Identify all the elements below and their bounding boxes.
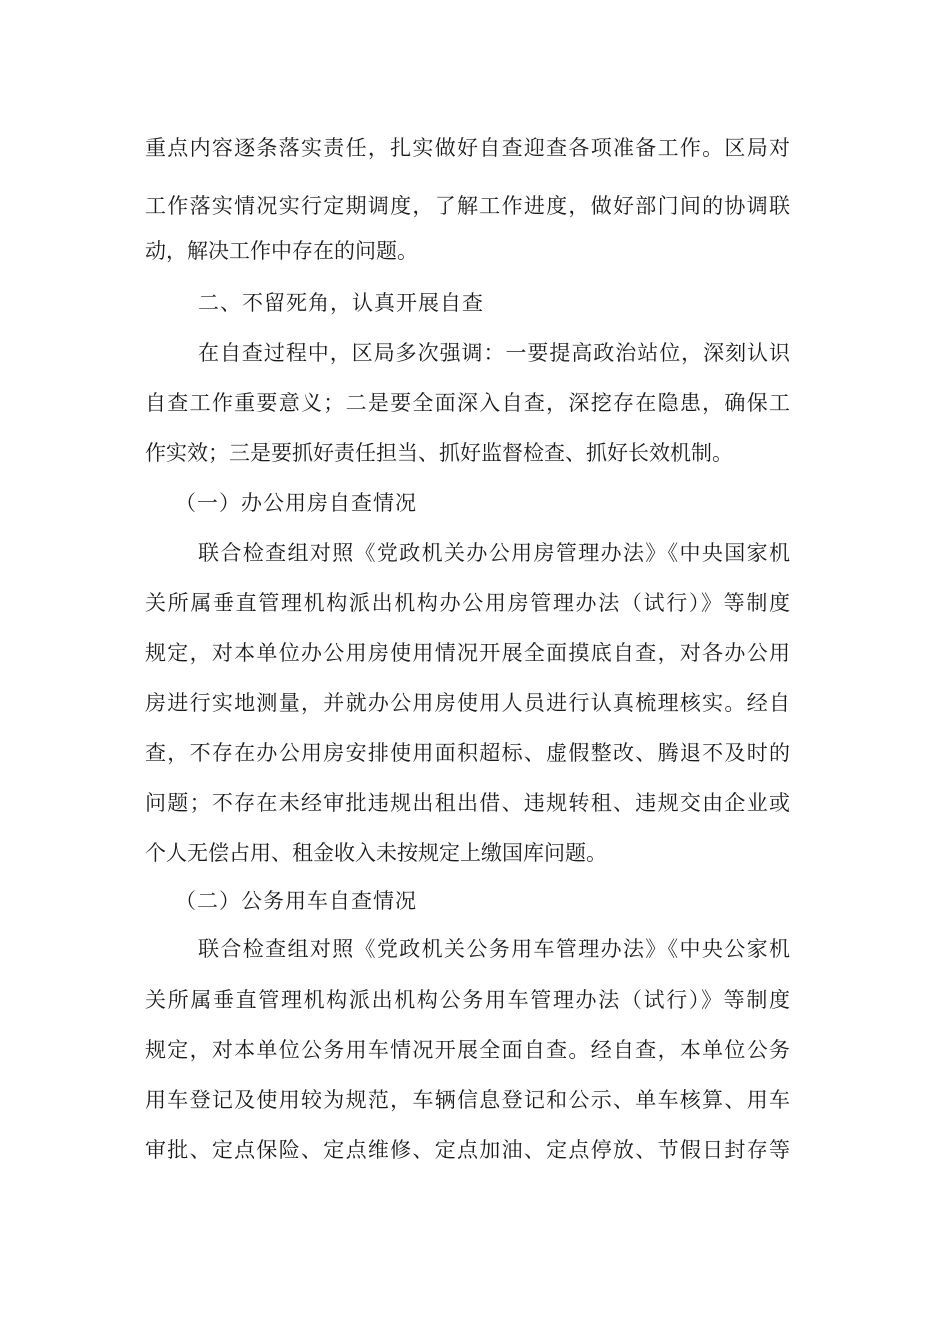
paragraph-line [0,633,950,673]
paragraph-line [0,383,950,423]
body-text: 在自查过程中，区局多次强调：一要提高政治站位，深刻认识 [198,341,790,365]
paragraph-line [0,683,950,723]
paragraph-line [0,128,950,168]
body-text: 作实效；三是要抓好责任担当、抓好监督检查、抓好长效机制。 [145,441,733,465]
paragraph-line [0,583,950,623]
body-text: 自查工作重要意义；二是要全面深入自查，深挖存在隐患，确保工 [145,391,790,415]
paragraph-line [0,980,950,1020]
body-text: 关所属垂直管理机构派出机构办公用房管理办法（试行）》等制度 [145,591,790,615]
body-text: 个人无偿占用、租金收入未按规定上缴国库问题。 [145,841,607,865]
subsection-heading [0,881,950,921]
section-heading [0,283,950,323]
body-text: 联合检查组对照《党政机关公务用车管理办法》《中央公家机 [198,937,790,961]
body-text: 重点内容逐条落实责任，扎实做好自查迎查各项准备工作。区局对 [145,136,790,160]
paragraph-line [0,1080,950,1120]
paragraph-line [0,833,950,873]
body-text: 工作落实情况实行定期调度，了解工作进度，做好部门间的协调联 [145,194,790,218]
body-text: 房进行实地测量，并就办公用房使用人员进行认真梳理核实。经自 [145,691,790,715]
subsection-heading [0,483,950,523]
body-text: 规定，对本单位办公用房使用情况开展全面摸底自查，对各办公用 [145,641,790,665]
body-text: 问题；不存在未经审批违规出租出借、违规转租、违规交由企业或 [145,791,790,815]
body-text: 关所属垂直管理机构派出机构公务用车管理办法（试行）》等制度 [145,988,790,1012]
body-text: 动，解决工作中存在的问题。 [145,239,418,263]
heading-text: （一）办公用房自查情况 [175,491,417,515]
body-text: 用车登记及使用较为规范，车辆信息登记和公示、单车核算、用车 [145,1088,790,1112]
paragraph-line [0,1130,950,1170]
paragraph-line [0,433,950,473]
paragraph-line [0,333,950,373]
body-text: 查，不存在办公用房安排使用面积超标、虚假整改、腾退不及时的 [145,741,790,765]
paragraph-line [0,783,950,823]
paragraph-line [0,733,950,773]
paragraph-line [0,929,950,969]
heading-text: 二、不留死角，认真开展自查 [198,291,484,315]
paragraph-line [0,1030,950,1070]
paragraph-line [0,533,950,573]
body-text: 审批、定点保险、定点维修、定点加油、定点停放、节假日封存等 [145,1138,790,1162]
heading-text: （二）公务用车自查情况 [175,889,417,913]
body-text: 联合检查组对照《党政机关办公用房管理办法》《中央国家机 [198,541,790,565]
body-text: 规定，对本单位公务用车情况开展全面自查。经自查，本单位公务 [145,1038,790,1062]
paragraph-line [0,186,950,226]
paragraph-line [0,231,950,271]
